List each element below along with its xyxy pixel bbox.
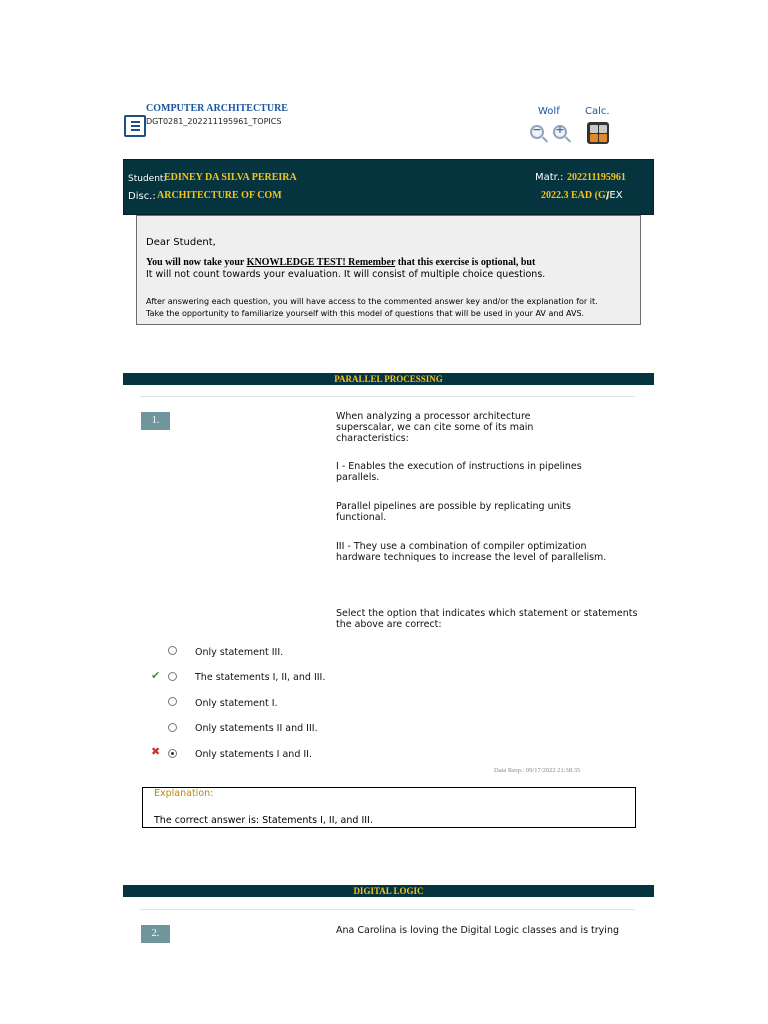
notice-line3: After answering each question, you will have access to the commented answer key and/or the explanation for it.: [146, 297, 598, 306]
notice-line2: It will not count towards your evaluation. It will consist of multiple choice questions.: [146, 269, 546, 280]
wrong-cross-icon: ✖: [151, 745, 161, 758]
matr-value: 202211195961: [567, 172, 626, 183]
answer-date: Data Resp.: 09/17/2022 21:38:35: [494, 767, 581, 774]
zoom-out-icon[interactable]: −: [530, 125, 544, 139]
option-radio-4[interactable]: [168, 723, 177, 732]
zoom-in-icon[interactable]: +: [553, 125, 567, 139]
option-label-4[interactable]: Only statements II and III.: [195, 723, 318, 734]
option-radio-5-selected[interactable]: [168, 749, 177, 758]
calc-label: Calc.: [585, 106, 610, 117]
option-radio-2[interactable]: [168, 672, 177, 681]
student-label: Student:: [128, 174, 167, 184]
option-label-1[interactable]: Only statement III.: [195, 647, 284, 658]
statement-3: III - They use a combination of compiler optimization hardware techniques to increase the level of parallelism.: [336, 541, 607, 563]
notice-greeting: Dear Student,: [146, 237, 216, 248]
correct-check-icon: ✔: [151, 669, 161, 682]
option-radio-3[interactable]: [168, 697, 177, 706]
disc-value: ARCHITECTURE OF COM: [157, 190, 282, 201]
section-title: DIGITAL LOGIC: [353, 886, 424, 896]
disc-label: Disc.:: [128, 191, 156, 202]
question-text: When analyzing a processor architecture superscalar, we can cite some of its main characteristics:: [336, 411, 534, 444]
option-label-5[interactable]: Only statements I and II.: [195, 749, 312, 760]
notice-line1: You will now take your KNOWLEDGE TEST! Remember that this exercise is optional, but: [146, 257, 536, 268]
student-name: EDINEY DA SILVA PEREIRA: [164, 172, 297, 183]
option-label-3[interactable]: Only statement I.: [195, 698, 278, 709]
explanation-label: Explanation:: [154, 788, 214, 799]
calculator-icon[interactable]: [587, 122, 609, 144]
question-number: 2.: [141, 925, 170, 943]
matr-label: Matr.:: [535, 172, 564, 183]
term-value: 2022.3 EAD (G): [541, 190, 610, 201]
statement-2: Parallel pipelines are possible by replicating units functional.: [336, 501, 571, 523]
question-text: Ana Carolina is loving the Digital Logic classes and is trying: [336, 925, 619, 936]
course-book-icon[interactable]: [124, 115, 146, 137]
wolf-label: Wolf: [538, 106, 560, 117]
student-banner: [123, 159, 654, 215]
option-radio-1[interactable]: [168, 646, 177, 655]
question-prompt: Select the option that indicates which statement or statements the above are correct:: [336, 608, 638, 630]
divider: [140, 396, 635, 397]
section-bar-digital-logic: [123, 885, 654, 897]
divider: [140, 909, 635, 910]
section-title: PARALLEL PROCESSING: [334, 374, 443, 384]
explanation-box: [142, 787, 636, 828]
option-label-2[interactable]: The statements I, II, and III.: [195, 672, 326, 683]
course-title: COMPUTER ARCHITECTURE: [146, 103, 288, 114]
explanation-text: The correct answer is: Statements I, II, and III.: [154, 815, 373, 826]
question-number: 1.: [141, 412, 170, 430]
course-code: DGT0281_202211195961_TOPICS: [146, 117, 282, 126]
term-suffix: /EX: [606, 190, 623, 201]
notice-box: [136, 215, 641, 325]
section-bar-parallel-processing: [123, 373, 654, 385]
notice-line4: Take the opportunity to familiarize yourself with this model of questions that will be used in your AV and AVS.: [146, 309, 585, 318]
statement-1: I - Enables the execution of instructions in pipelines parallels.: [336, 461, 582, 483]
